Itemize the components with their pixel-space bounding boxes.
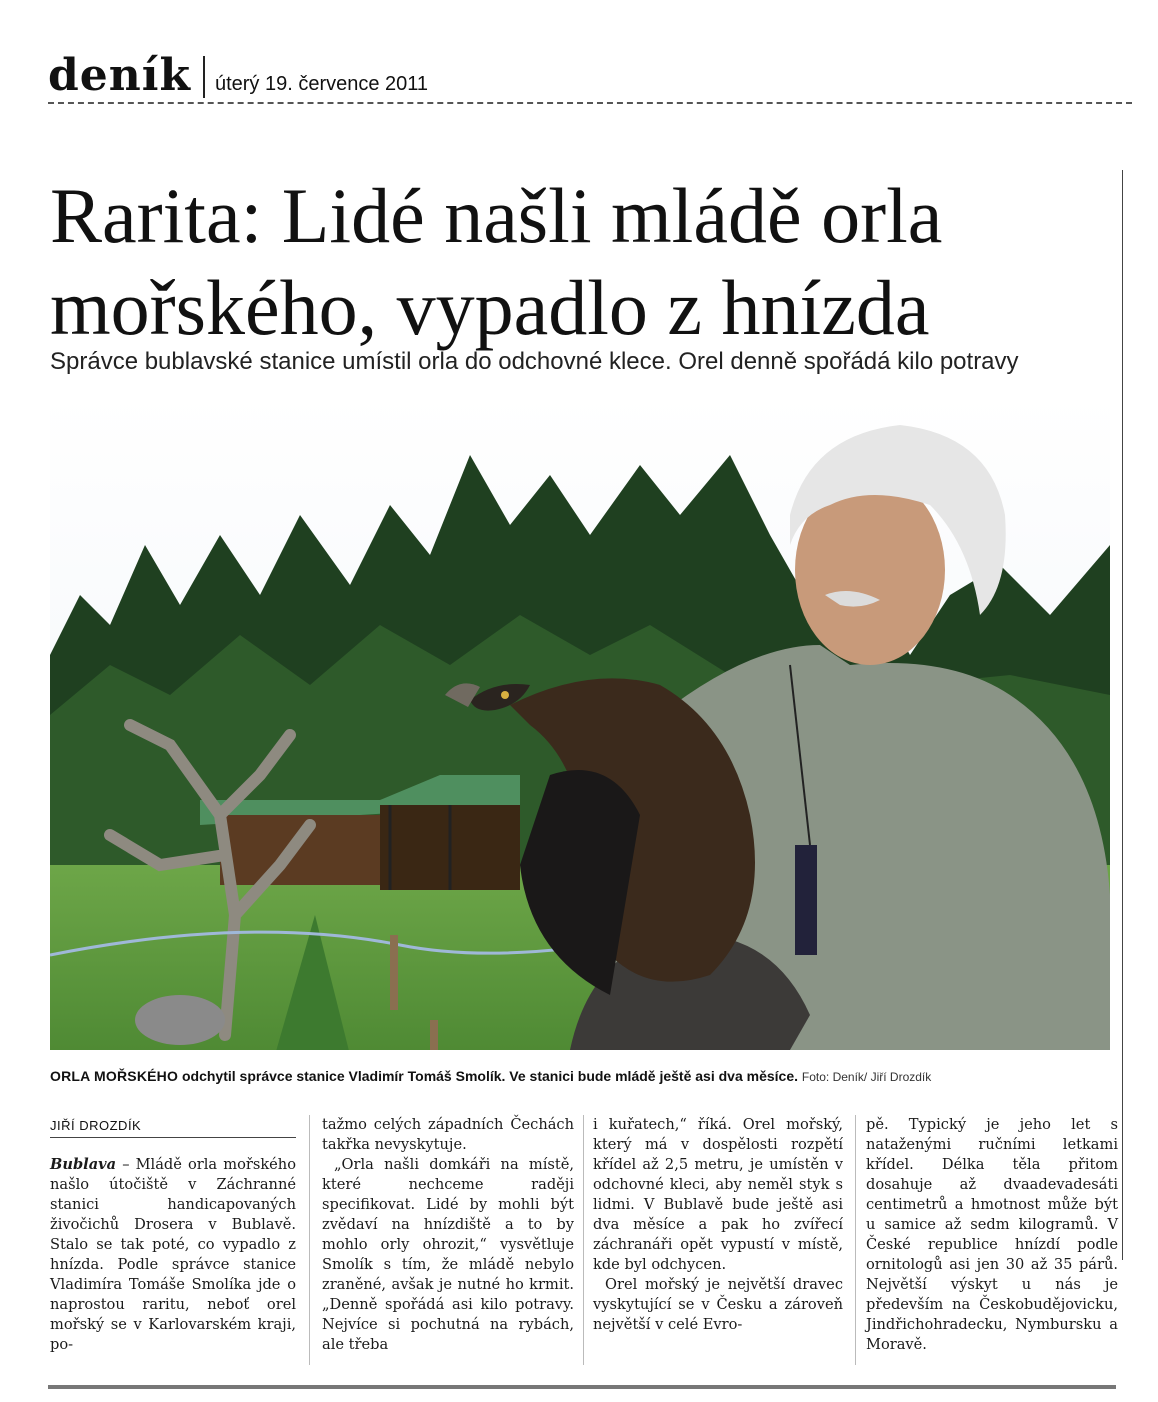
photo-credit: Foto: Deník/ Jiří Drozdík (801, 1070, 932, 1084)
photo-caption (50, 1068, 1120, 1084)
page-right-rule (1122, 170, 1123, 1260)
article-photo (50, 395, 1110, 1050)
issue-date: úterý 19. července 2011 (214, 73, 429, 95)
column-1-text: – Mládě orla mořského našlo útočiště v Záchranné stanici handicapovaných živočichů Drosera v Bublavě. Stalo se tak poté, co vypadlo z hnízda. Podle správce stanice Vladimíra Tomáše Smolíka jde o naprostou raritu, neboť orel mořský se v Karlovarském kraji, po- (50, 1156, 296, 1353)
column-separator (583, 1115, 584, 1365)
article-column-4 (866, 1115, 1118, 1355)
caption-text: odchytil správce stanice Vladimír Tomáš Smolík. Ve stanici bude mládě ještě asi dva měsíce. (181, 1068, 798, 1084)
column-3-paragraph-1: i kuřatech,“ říká. Orel mořský, který má v dospělosti rozpětí křídel až 2,5 metru, je umístěn v odchovné kleci, aby neměl styk s lidmi. V Bublavě bude ještě asi dva měsíce a pak ho zvířecí záchranáři opět vypustí v místě, kde byl odchycen. (593, 1116, 843, 1273)
headline-line-2: mořského, vypadlo z hnízda (50, 264, 930, 351)
newspaper-logo: deník (48, 50, 191, 101)
column-1-paragraph (50, 1155, 296, 1355)
column-2-paragraph-1: tažmo celých západních Čechách takřka nevyskytuje. (322, 1116, 574, 1153)
eagle-handler-photo (50, 395, 1110, 1050)
article-column-1 (50, 1155, 296, 1355)
dateline: Bublava (50, 1156, 117, 1173)
masthead-separator (203, 56, 205, 98)
column-separator (309, 1115, 310, 1365)
column-separator (855, 1115, 856, 1365)
bottom-rule (48, 1385, 1116, 1389)
headline-line-1: Rarita: Lidé našli mládě orla (50, 172, 943, 259)
column-4-paragraph-1: pě. Typický je jeho let s nataženými ručními letkami křídel. Délka těla přitom dosahuje až dvaadevadesáti centimetrů a hmotnost může být u samice až sedm kilogramů. V České republice hnízdí podle ornitologů asi jen 30 až 35 párů. Největší výskyt u nás je především na Českobudějovicku, Jindřichohradecku, Nymbursku a Moravě. (866, 1116, 1118, 1353)
article-column-3 (593, 1115, 843, 1335)
column-2-paragraph-2: „Orla našli domkáři na místě, které nechceme raději specifikovat. Lidé by mohli být zvědaví na hnízdiště a to by mohlo orly ohrozit,“ vysvětluje Smolík s tím, že mládě nebylo zraněné, avšak je nutné ho krmit. „Denně spořádá asi kilo potravy. Nejvíce si pochutná na rybách, ale třeba (322, 1156, 574, 1353)
article-subheadline: Správce bublavské stanice umístil orla do odchovné klece. Orel denně spořádá kilo potravy (50, 348, 1019, 375)
author-byline: JIŘÍ DROZDÍK (50, 1118, 296, 1138)
column-3-paragraph-2: Orel mořský je největší dravec vyskytující se v Česku a zároveň největší v celé Evro- (593, 1276, 843, 1333)
caption-lead: ORLA MOŘSKÉHO (50, 1068, 179, 1084)
masthead (48, 50, 429, 101)
masthead-dashed-rule (48, 102, 1132, 104)
article-column-2 (322, 1115, 574, 1355)
article-headline (50, 170, 1090, 354)
